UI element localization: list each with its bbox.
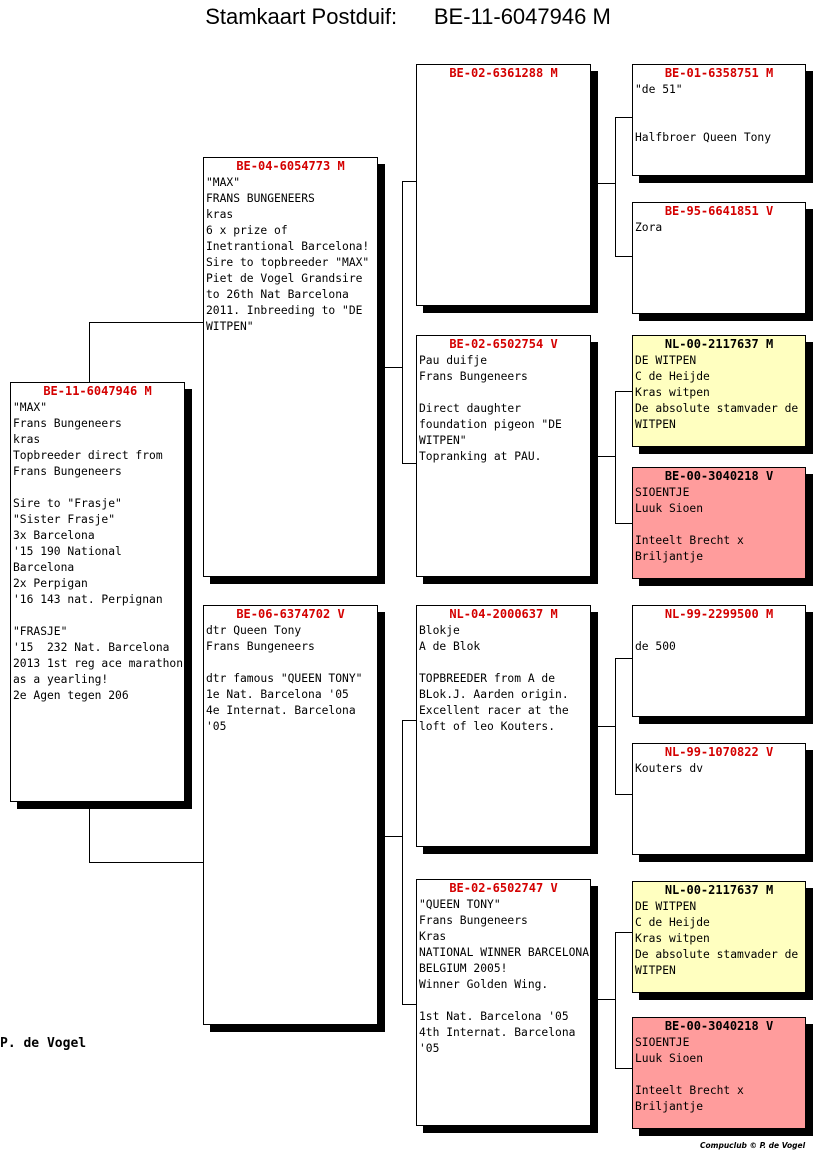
ring-number: BE-11-6047946 M	[43, 384, 152, 398]
connector-line	[615, 932, 616, 1069]
connector-line	[615, 794, 633, 795]
pigeon-notes: SIOENTJE Luuk Sioen Inteelt Brecht x Briljantje	[635, 1036, 744, 1113]
ring-number: BE-01-6358751 M	[664, 66, 774, 80]
ring-number: BE-02-6361288 M	[449, 66, 558, 80]
pigeon-notes: SIOENTJE Luuk Sioen Inteelt Brecht x Briljantje	[635, 486, 744, 563]
pigeon-card-great-8	[632, 1017, 806, 1129]
connector-line	[615, 658, 616, 795]
ring-number: BE-00-3040218 V	[664, 469, 774, 483]
title-ring: BE-11-6047946 M	[433, 4, 611, 29]
pigeon-card-great-3	[632, 335, 806, 447]
ring-number: BE-02-6502747 V	[449, 881, 558, 895]
pigeon-card-subject	[10, 382, 185, 802]
pigeon-notes: "MAX" FRANS BUNGENEERS kras 6 x prize of Inetrantional Barcelona! Sire to topbreeder "MAX" Piet de Vogel Grandsire to 26th Nat Barcelona 2011. Inbreeding to "DE WITPEN"	[206, 176, 370, 333]
pigeon-card-great-7	[632, 881, 806, 993]
connector-line	[597, 726, 615, 727]
pigeon-notes: de 500	[635, 640, 676, 653]
connector-line	[402, 463, 417, 464]
owner-name: P. de Vogel	[0, 1036, 87, 1051]
pigeon-notes: dtr Queen Tony Frans Bungeneers dtr famous "QUEEN TONY" 1e Nat. Barcelona '05 4e Internat. Barcelona '05	[206, 624, 363, 733]
ring-number: NL-04-2000637 M	[449, 607, 558, 621]
connector-line	[615, 1068, 633, 1069]
connector-line	[89, 802, 90, 863]
connector-line	[402, 181, 417, 182]
connector-line	[597, 456, 615, 457]
pigeon-card-sire-sire	[416, 64, 591, 306]
connector-line	[402, 720, 403, 1005]
pigeon-notes: "de 51" Halfbroer Queen Tony	[635, 83, 772, 144]
connector-line	[384, 836, 402, 837]
connector-line	[615, 658, 633, 659]
connector-line	[402, 1004, 417, 1005]
ring-number: BE-00-3040218 V	[664, 1019, 774, 1033]
pigeon-card-great-1	[632, 64, 806, 176]
connector-line	[615, 117, 616, 257]
pigeon-notes: Zora	[635, 221, 663, 234]
pigeon-notes: Blokje A de Blok TOPBREEDER from A de BLok.J. Aarden origin. Excellent racer at the loft of leo Kouters.	[419, 624, 569, 733]
pigeon-notes: "QUEEN TONY" Frans Bungeneers Kras NATIONAL WINNER BARCELONA BELGIUM 2005! Winner Golden Wing. 1st Nat. Barcelona '05 4th Internat. Barcelona '05	[419, 898, 590, 1055]
connector-line	[402, 720, 417, 721]
connector-line	[615, 256, 633, 257]
connector-line	[615, 117, 633, 118]
connector-line	[89, 322, 90, 384]
pigeon-notes: Kouters dv	[635, 762, 704, 775]
ring-number: NL-00-2117637 M	[664, 883, 774, 897]
pigeon-card-great-2	[632, 202, 806, 314]
title-prefix: Stamkaart Postduif:	[205, 4, 398, 29]
connector-line	[615, 932, 633, 933]
pigeon-notes: Pau duifje Frans Bungeneers Direct daughter foundation pigeon "DE WITPEN" Topranking at PAU.	[419, 354, 562, 463]
pigeon-card-father	[203, 157, 378, 577]
pigeon-card-great-4	[632, 467, 806, 579]
pigeon-notes: DE WITPEN C de Heijde Kras witpen De absolute stamvader de WITPEN	[635, 354, 799, 431]
ring-number: NL-99-1070822 V	[664, 745, 774, 759]
connector-line	[597, 183, 615, 184]
connector-line	[615, 523, 633, 524]
connector-line	[89, 862, 204, 863]
ring-number: NL-00-2117637 M	[664, 337, 774, 351]
connector-line	[384, 367, 402, 368]
connector-line	[615, 391, 633, 392]
connector-line	[615, 391, 616, 524]
pigeon-card-dam-sire	[416, 605, 591, 847]
pigeon-notes: "MAX" Frans Bungeneers kras Topbreeder direct from Frans Bungeneers Sire to "Frasje" "Sister Frasje" 3x Barcelona '15 190 National Barcelona 2x Perpigan '16 143 nat. Perpignan "FRASJE" '15 232 Nat. Barcelona 2013 1st reg ace marathon as a yearling! 2e Agen tegen 206	[13, 401, 184, 702]
pigeon-card-great-6	[632, 743, 806, 855]
pigeon-card-mother	[203, 605, 378, 1025]
pigeon-card-dam-dam	[416, 879, 591, 1126]
ring-number: BE-06-6374702 V	[236, 607, 345, 621]
connector-line	[597, 999, 615, 1000]
ring-number: BE-95-6641851 V	[664, 204, 774, 218]
connector-line	[89, 322, 204, 323]
footer-credit: Compuclub © P. de Vogel	[700, 1141, 806, 1150]
page-title	[0, 4, 816, 34]
pigeon-notes: DE WITPEN C de Heijde Kras witpen De absolute stamvader de WITPEN	[635, 900, 799, 977]
ring-number: NL-99-2299500 M	[664, 607, 774, 621]
pigeon-card-great-5	[632, 605, 806, 717]
ring-number: BE-04-6054773 M	[236, 159, 345, 173]
connector-line	[402, 181, 403, 464]
ring-number: BE-02-6502754 V	[449, 337, 558, 351]
pigeon-card-sire-dam	[416, 335, 591, 577]
